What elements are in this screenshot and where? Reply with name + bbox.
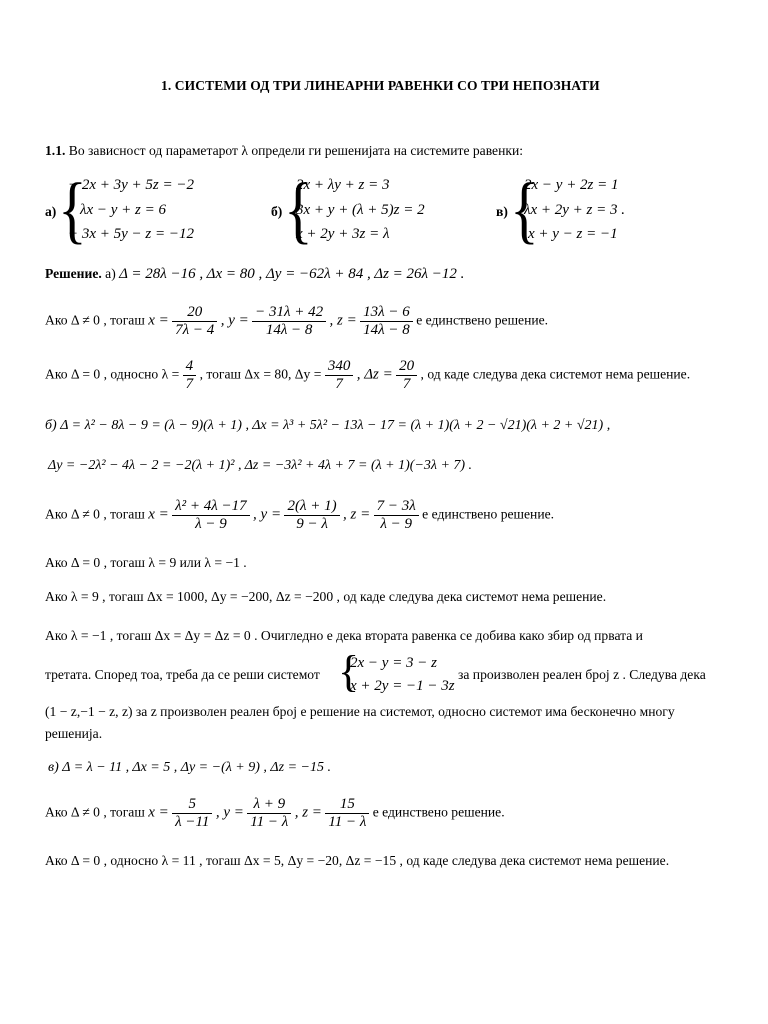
solution-b-case2: Ако Δ = 0 , тогаш λ = 9 или λ = −1 . [45, 555, 247, 570]
solution-a-case2: Ако Δ = 0 , односно λ = $\frac{4}{7}$ , тогаш Δx = 80, Δy = $\frac{340}{7}$ , Δz = $\frac{20}{7}$ , од каде следува дека системот нема решение. [45, 358, 691, 392]
fraction-denominator: 9 − λ [284, 515, 339, 533]
system-b-label: б) [271, 204, 283, 219]
fraction-denominator: 14λ − 8 [252, 321, 326, 339]
fraction-denominator: 7 [183, 375, 197, 393]
fraction-dy [325, 358, 354, 393]
solution-b-case4-line1: Ако λ = −1 , тогаш Δx = Δy = Δz = 0 . Очигледно е дека втората равенка се добива како збир од првата и [45, 628, 643, 643]
solution-a-case1: Ако Δ ≠ 0 , тогаш x = $\frac{20}{7\lambda - 4}$ , y = $\frac{- 31\lambda + 42}{14\lambda - 8}$ , z = $\frac{13\lambda - 6}{14\lambda - 8}$ е единствено решение. [45, 304, 549, 338]
solution-b-case4-line4: решенија. [45, 726, 103, 741]
fraction-y [252, 304, 326, 339]
system-eq2: x + 2y = −1 − 3z [350, 678, 455, 694]
system-c-eq2: λx + 2y + z = 3 . [524, 202, 626, 218]
solution-a-case2-suffix: , од каде следува дека системот нема решение. [420, 366, 691, 382]
fraction-denominator: 7 [325, 375, 354, 393]
solution-b-case1-suffix: е единствено решение. [422, 506, 555, 522]
system-c-label: в) [496, 204, 508, 219]
fraction-y [284, 498, 339, 533]
system-a-label: а) [45, 204, 57, 219]
fraction-numerator: 2(λ + 1) [287, 498, 337, 514]
system-c-brace: { [510, 168, 539, 251]
system-a-brace: { [58, 168, 87, 251]
fraction-x [172, 304, 217, 339]
fraction-numerator: 20 [187, 304, 203, 320]
system-brace: { [338, 647, 360, 696]
solution-c-case2: Ако Δ = 0 , односно λ = 11 , тогаш Δx = 5, Δy = −20, Δz = −15 , од каде следува дека системот нема решение. [45, 853, 670, 868]
solution-a-case2-prefix: Ако Δ = 0 , односно λ = [45, 366, 180, 382]
fraction-denominator: 14λ − 8 [360, 321, 413, 339]
page-title: 1. СИСТЕМИ ОД ТРИ ЛИНЕАРНИ РАВЕНКИ СО ТРИ НЕПОЗНАТИ [161, 78, 600, 93]
fraction-numerator: λ² + 4λ −17 [175, 498, 247, 514]
system-eq1: 2x − y = 3 − z [350, 655, 438, 671]
solution-b-case3: Ако λ = 9 , тогаш Δx = 1000, Δy = −200, Δz = −200 , од каде следува дека системот нема решение. [45, 589, 607, 604]
fraction-numerator: 4 [185, 358, 194, 374]
fraction-numerator: − 31λ + 42 [255, 304, 324, 320]
solution-heading: Решение. [45, 266, 102, 281]
system-c-eq3: x + y − z = −1 [528, 226, 618, 242]
problem-statement-line [45, 143, 523, 159]
fraction-z [360, 304, 413, 339]
system-a-eq1: − 2x + 3y + 5z = −2 [68, 177, 195, 193]
solution-c-case1-suffix: е единствено решение. [372, 804, 505, 820]
solution-b-case4-line3: (1 − z,−1 − z, z) за z произволен реален број е решение на системот, односно системот има бесконечно многу [45, 704, 675, 719]
system-a-eq3: − 3x + 5y − z = −12 [68, 226, 195, 242]
fraction-numerator: 340 [327, 358, 351, 374]
fraction-numerator: 20 [399, 358, 415, 374]
system-a-eq2: λx − y + z = 6 [80, 202, 167, 218]
solution-c-determinants: в) Δ = λ − 11 , Δx = 5 , Δy = −(λ + 9) , Δz = −15 . [48, 760, 331, 775]
fraction-denominator: 7 [396, 375, 417, 393]
system-b-brace: { [284, 168, 313, 251]
system-b-eq3: x + 2y + 3z = λ [296, 226, 390, 242]
fraction-numerator: 15 [339, 796, 355, 812]
solution-a-case1-suffix: е единствено решение. [416, 312, 549, 328]
fraction-x [172, 796, 212, 831]
solution-b-case4-line2-post: за произволен реален број z . Следува дека [458, 667, 706, 682]
fraction-z [374, 498, 419, 533]
solution-a-case2-mid: , тогаш Δx = 80, Δy = [199, 366, 322, 382]
fraction-denominator: λ − 9 [374, 515, 419, 533]
solution-c-case1-prefix: Ако Δ ≠ 0 , тогаш [45, 804, 145, 820]
solution-a-case1-prefix: Ако Δ ≠ 0 , тогаш [45, 312, 145, 328]
fraction-y [247, 796, 291, 831]
problem-number: 1.1. [45, 143, 66, 158]
solution-a-determinants-line [45, 266, 464, 283]
fraction-numerator: λ + 9 [253, 796, 286, 812]
fraction-x [172, 498, 249, 533]
system-c-eq1: 2x − y + 2z = 1 [524, 177, 619, 193]
fraction-numerator: 5 [188, 796, 197, 812]
fraction-numerator: 13λ − 6 [363, 304, 410, 320]
fraction-denominator: 11 − λ [325, 813, 369, 831]
fraction-denominator: 11 − λ [247, 813, 291, 831]
solution-b-case1-prefix: Ако Δ ≠ 0 , тогаш [45, 506, 145, 522]
fraction-z [325, 796, 369, 831]
fraction-dz [396, 358, 417, 393]
solution-b-case4-line2-pre: третата. Според тоа, треба да се реши системот [45, 667, 320, 682]
solution-a-determinants: Δ = 28λ −16 , Δx = 80 , Δy = −62λ + 84 , Δz = 26λ −12 . [119, 266, 465, 282]
fraction-denominator: λ − 9 [172, 515, 249, 533]
solution-b-determinants-line2: Δy = −2λ² − 4λ − 2 = −2(λ + 1)² , Δz = −3λ² + 4λ + 7 = (λ + 1)(−3λ + 7) . [48, 458, 473, 473]
solution-c-case1: Ако Δ ≠ 0 , тогаш x = $\frac{5}{\lambda -11}$ , y = $\frac{\lambda + 9}{11 - \lambda}$ , z = $\frac{15}{11 - \lambda}$ е единствено решение. [45, 796, 505, 830]
solution-a-label: а) [105, 266, 116, 281]
fraction-denominator: λ −11 [172, 813, 212, 831]
system-b-eq1: 2x + λy + z = 3 [296, 177, 390, 193]
system-b-eq2: 3x + y + (λ + 5)z = 2 [296, 202, 425, 218]
fraction-numerator: 7 − 3λ [376, 498, 416, 514]
problem-statement: Во зависност од параметарот λ определи ги решенијата на системите равенки: [68, 143, 524, 158]
solution-b-case1: Ако Δ ≠ 0 , тогаш x = $\frac{\text{λ² + 4λ −17}}{\lambda - 9}$ , y = $\frac{2(\lambda + 1)}{9 - \lambda}$ , z = $\frac{7 - 3\lambda}{\lambda - 9}$ е единствено решение. [45, 498, 555, 532]
solution-b-determinants-line1: б) Δ = λ² − 8λ − 9 = (λ − 9)(λ + 1) , Δx = λ³ + 5λ² − 13λ − 17 = (λ + 1)(λ + 2 − √21)(λ + 2 + √21) , [45, 418, 611, 433]
fraction-lambda [183, 358, 197, 393]
fraction-denominator: 7λ − 4 [172, 321, 217, 339]
